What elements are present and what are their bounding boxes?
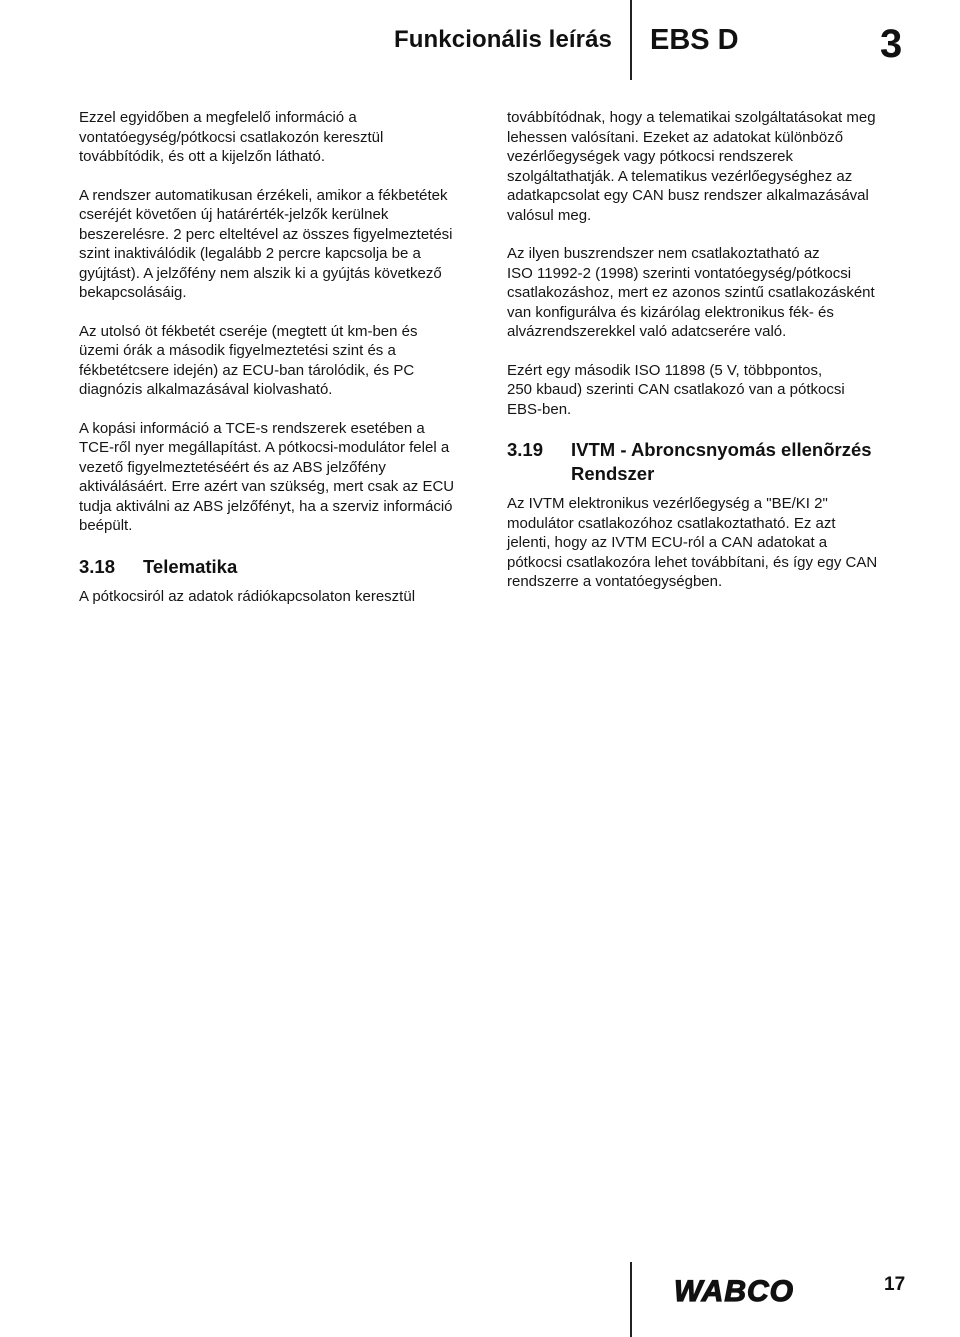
logo-text: WABCO	[674, 1275, 794, 1308]
heading-number: 3.18	[79, 555, 116, 577]
text-line: rendszerre a vontatóegységben.	[507, 573, 723, 590]
text-line: tudja aktiválni az ABS jelzőfényt, ha a szerviz információ	[79, 497, 453, 515]
text-line: A pótkocsiról az adatok rádiókapcsolaton keresztül	[79, 587, 416, 605]
text-line: vezető figyelmeztetéséért és az ABS jelzőfény	[79, 458, 386, 476]
section-heading	[79, 555, 479, 579]
text-line: szolgáltathatják. A telematikus vezérlőegységhez az	[507, 167, 853, 185]
text-line: vezérlőegységek vagy pótkocsi rendszerek	[507, 148, 793, 165]
text-line: csatlakozáshoz, mert ez azonos szintű csatlakozásként	[507, 284, 875, 301]
text-line: alvázrendszerekkel való adatcserére való.	[507, 323, 787, 340]
text-line: továbbítódik, és ott a kijelzőn látható.	[79, 148, 325, 165]
heading-title-line: IVTM - Abroncsnyomás ellenõrzés	[571, 439, 872, 460]
paragraph	[79, 108, 479, 167]
wabco-logo	[664, 1268, 804, 1312]
paragraph	[507, 108, 907, 225]
text-line: gyújtást). A jelzőfény nem alszik ki a gyújtás következő	[79, 264, 442, 282]
product-name: EBS D	[650, 24, 739, 56]
text-line: szint inaktiválódik (legalább 2 percre kapcsolja be a	[79, 245, 421, 262]
chapter-number: 3	[880, 22, 903, 66]
text-line: ISO 11992-2 (1998) szerinti vontatóegység/pótkocsi	[507, 264, 852, 282]
text-line: aktiválásáért. Erre azért van szükség, mert csak az ECU	[79, 478, 455, 495]
text-line: fékbetétcsere idején) az ECU-ban tárolódik, és PC	[79, 361, 415, 379]
text-line: Ezzel egyidőben a megfelelő információ a	[79, 109, 357, 126]
text-line: cseréjét követően új határérték-jelzők kerülnek	[79, 206, 389, 223]
paragraph	[507, 244, 907, 342]
text-line: vontatóegység/pótkocsi csatlakozón keresztül	[79, 128, 384, 146]
header-divider	[630, 0, 632, 80]
text-line: EBS-ben.	[507, 400, 572, 418]
text-line: diagnózis alkalmazásával kiolvasható.	[79, 381, 333, 398]
left-column	[79, 108, 479, 625]
text-line: modulátor csatlakozóhoz csatlakoztatható. Ez azt	[507, 514, 836, 532]
paragraph	[79, 186, 479, 303]
text-line: Az ilyen buszrendszer nem csatlakoztatható az	[507, 245, 820, 262]
text-line: bekapcsolásáig.	[79, 284, 187, 301]
page-number: 17	[884, 1274, 906, 1295]
heading-title	[571, 438, 872, 486]
text-line: Az utolsó öt fékbetét cseréje (megtett út km-ben és	[79, 322, 418, 340]
text-line: van konfigurálva és kizárólag elektronikus fék- és	[507, 303, 834, 321]
heading-title-line: Telematika	[143, 555, 238, 577]
text-line: pótkocsi csatlakozóra lehet továbbítani, és így egy CAN	[507, 553, 878, 571]
text-line: adatkapcsolat egy CAN busz rendszer alkalmazásával	[507, 187, 869, 204]
text-line: üzemi órák a második figyelmeztetési szint és a	[79, 342, 396, 359]
heading-title	[143, 555, 237, 579]
text-line: valósul meg.	[507, 206, 592, 224]
paragraph	[507, 494, 907, 592]
text-line: jelenti, hogy az IVTM ECU-ról a CAN adatokat a	[507, 534, 828, 551]
text-line: továbbítódnak, hogy a telematikai szolgáltatásokat meg	[507, 109, 876, 126]
paragraph	[79, 587, 479, 607]
paragraph	[79, 322, 479, 400]
heading-number: 3.19	[507, 439, 544, 460]
paragraph	[507, 361, 907, 420]
text-line: Az IVTM elektronikus vezérlőegység a "BE/KI 2"	[507, 495, 828, 512]
section-heading	[507, 438, 907, 486]
text-line: beépült.	[79, 517, 133, 534]
text-line: A rendszer automatikusan érzékeli, amikor a fékbetétek	[79, 186, 448, 204]
text-line: lehessen valósítani. Ezeket az adatokat különböző	[507, 128, 844, 146]
text-line: beszerelésre. 2 perc elteltével az összes figyelmeztetési	[79, 225, 453, 243]
text-line: A kopási információ a TCE-s rendszerek esetében a	[79, 419, 425, 437]
footer-divider	[630, 1262, 632, 1337]
text-line: 250 kbaud) szerinti CAN csatlakozó van a pótkocsi	[507, 381, 845, 398]
right-column	[507, 108, 907, 611]
section-title: Funkcionális leírás	[394, 26, 612, 53]
heading-title-line: Rendszer	[571, 463, 655, 484]
text-line: Ezért egy második ISO 11898 (5 V, többpontos,	[507, 361, 823, 379]
paragraph	[79, 419, 479, 536]
text-line: TCE-ről nyer megállapítást. A pótkocsi-modulátor felel a	[79, 439, 450, 456]
